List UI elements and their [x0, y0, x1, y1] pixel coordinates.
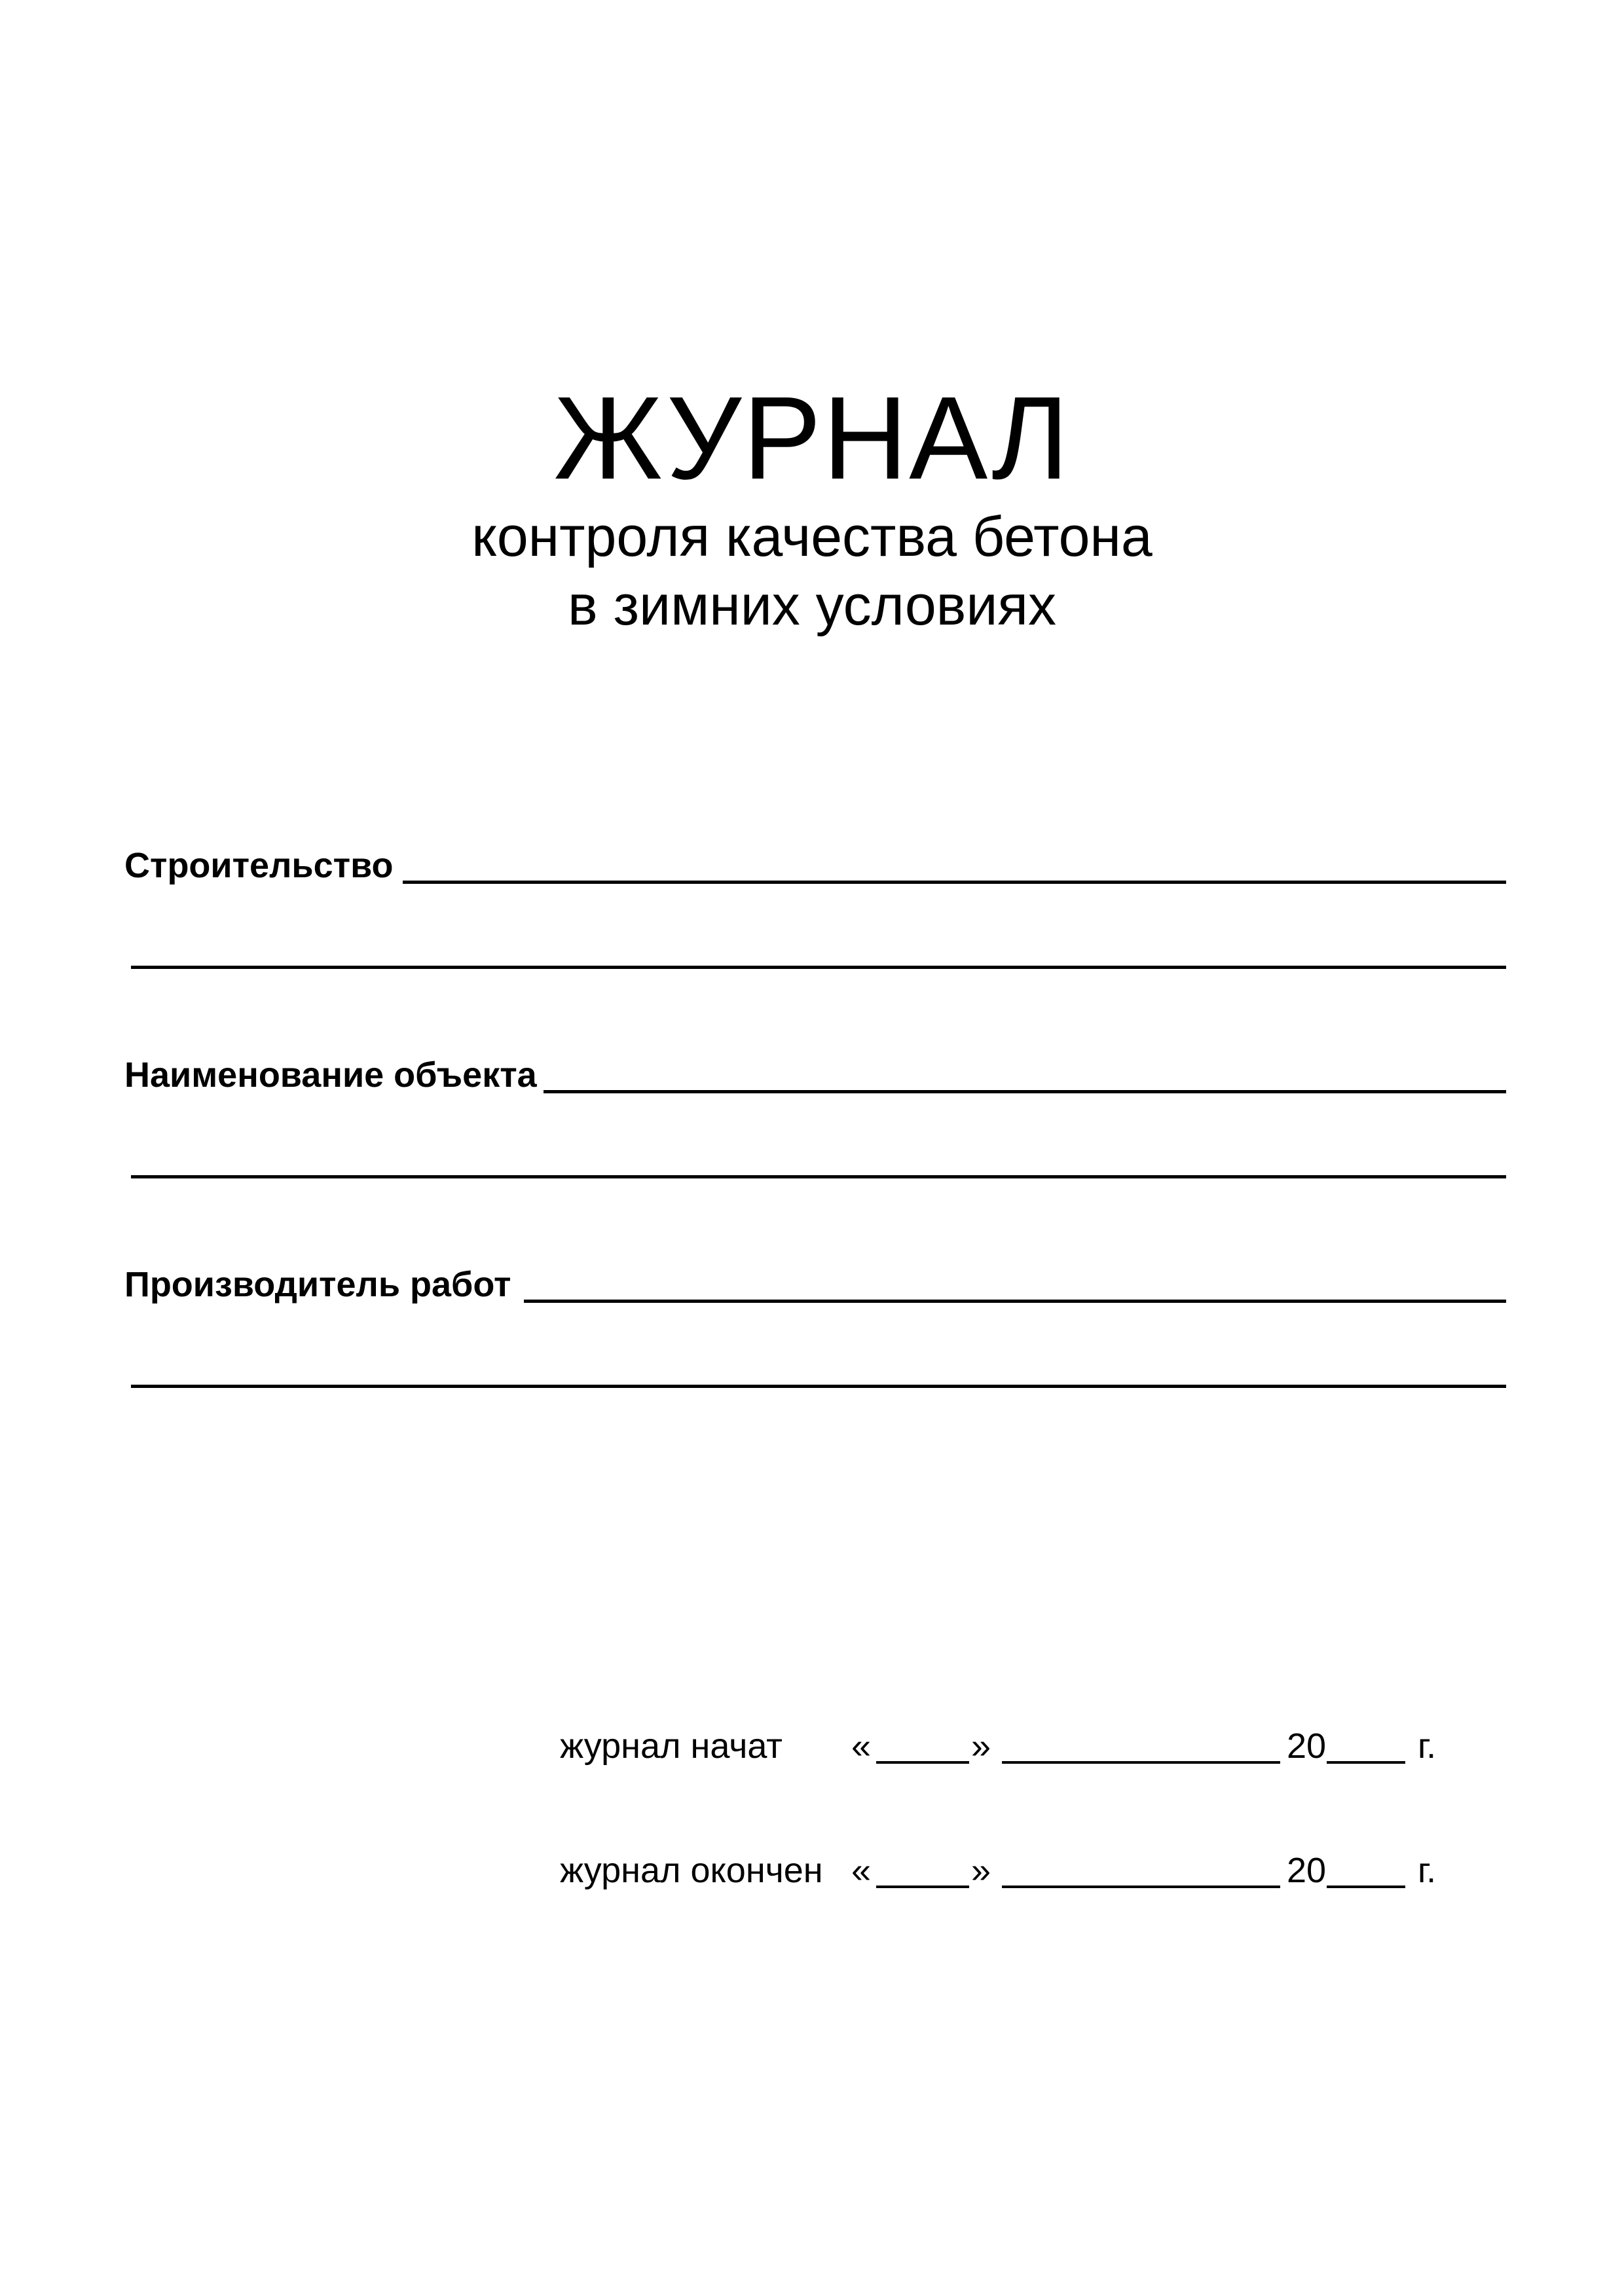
started-quote-close: »	[971, 1726, 991, 1766]
ended-year-line[interactable]	[1327, 1886, 1405, 1888]
started-year-line[interactable]	[1327, 1761, 1405, 1764]
object-name-line-2[interactable]	[131, 1175, 1506, 1178]
journal-title: ЖУРНАЛ	[553, 373, 1071, 504]
construction-line-1[interactable]	[403, 881, 1506, 884]
started-year-prefix: 20	[1287, 1726, 1327, 1766]
journal-subtitle-line2: в зимних условиях	[568, 574, 1056, 637]
ended-year-prefix: 20	[1287, 1851, 1327, 1890]
started-quote-open: «	[851, 1726, 872, 1766]
works-manager-line-2[interactable]	[131, 1385, 1506, 1388]
ended-day-line[interactable]	[876, 1886, 969, 1888]
works-manager-line-1[interactable]	[524, 1300, 1506, 1303]
ended-month-line[interactable]	[1002, 1886, 1280, 1888]
object-name-line-1[interactable]	[544, 1090, 1506, 1093]
object-name-label: Наименование объекта	[124, 1055, 537, 1095]
ended-quote-close: »	[971, 1851, 991, 1890]
construction-label: Строительство	[124, 846, 394, 885]
started-year-suffix: г.	[1418, 1726, 1437, 1766]
ended-year-suffix: г.	[1418, 1851, 1437, 1890]
journal-subtitle-line1: контроля качества бетона	[471, 505, 1153, 568]
works-manager-label: Производитель работ	[124, 1265, 511, 1304]
journal-started-label: журнал начат	[560, 1726, 783, 1766]
started-month-line[interactable]	[1002, 1761, 1280, 1764]
journal-ended-label: журнал окончен	[560, 1851, 823, 1890]
construction-line-2[interactable]	[131, 966, 1506, 969]
started-day-line[interactable]	[876, 1761, 969, 1764]
ended-quote-open: «	[851, 1851, 872, 1890]
